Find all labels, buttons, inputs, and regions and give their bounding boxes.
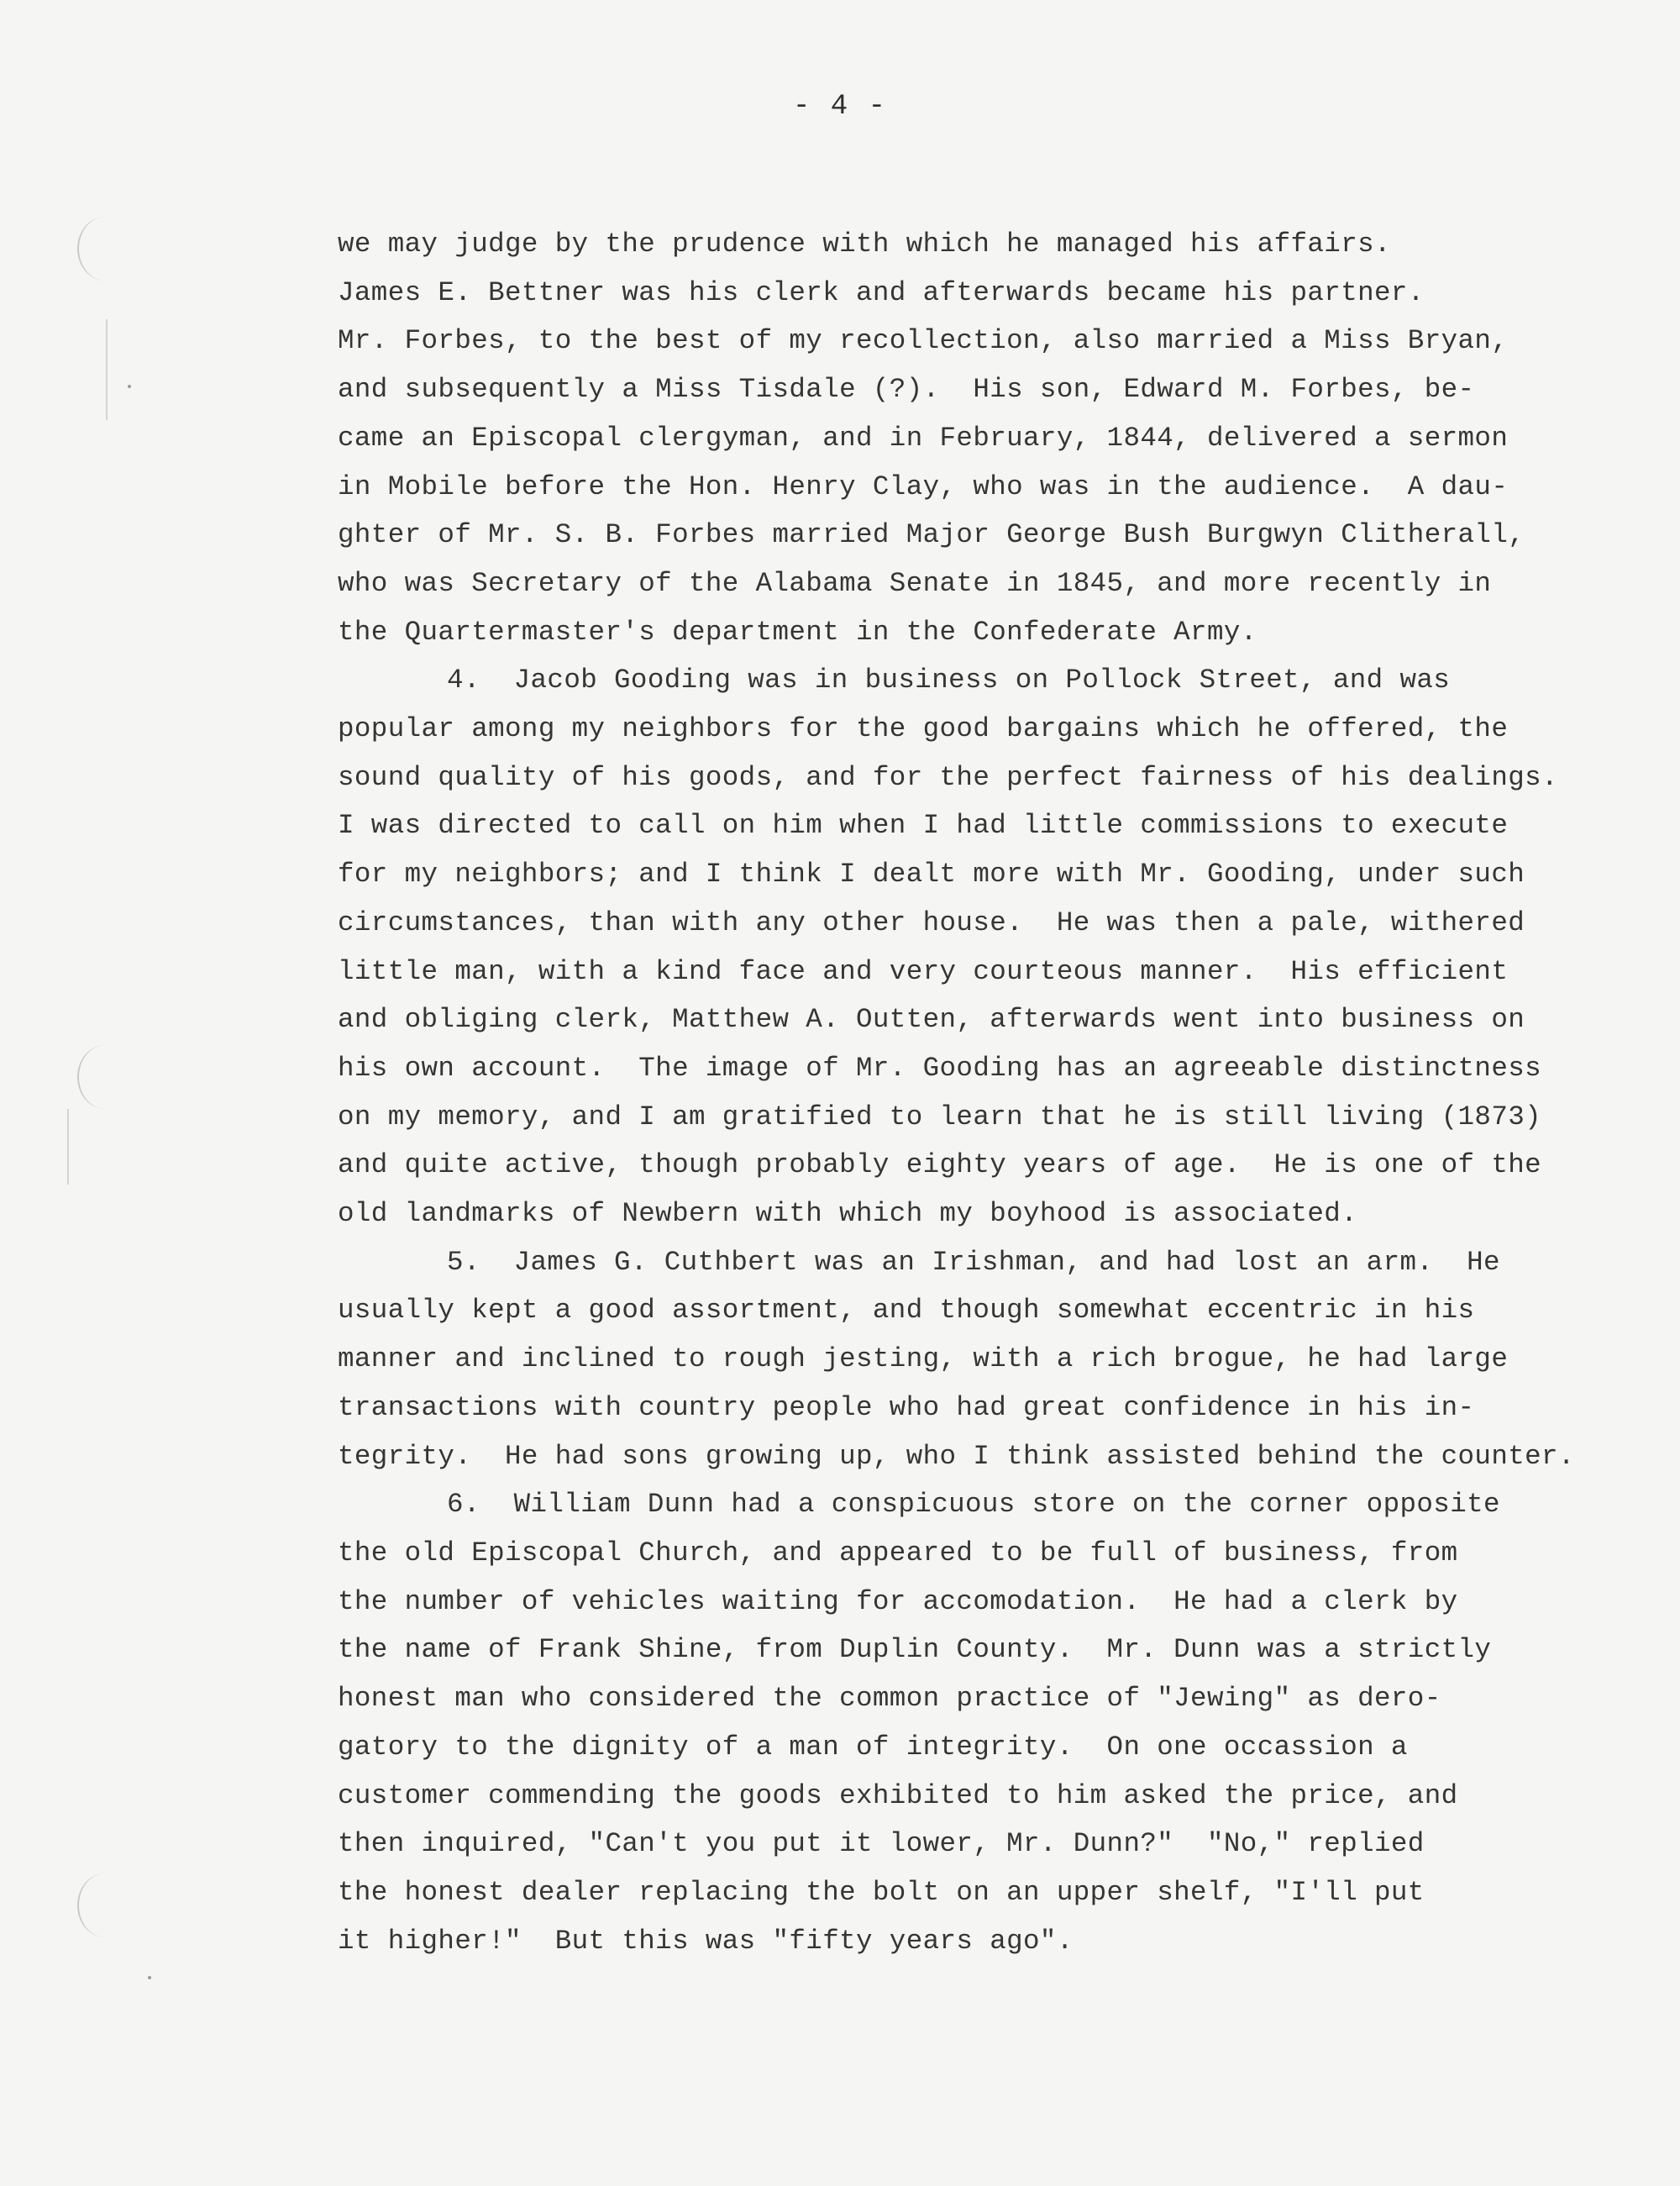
punch-hole-top: [77, 217, 133, 281]
text-line: it higher!" But this was "fifty years ago".: [338, 1925, 1074, 1957]
text-line: tegrity. He had sons growing up, who I think assisted behind the counter.: [338, 1440, 1575, 1472]
text-line: gatory to the dignity of a man of integrity. On one occassion a: [338, 1731, 1408, 1763]
text-line: I was directed to call on him when I had little commissions to execute: [338, 810, 1509, 842]
text-line: the name of Frank Shine, from Duplin County. Mr. Dunn was a strictly: [338, 1634, 1492, 1666]
text-line: transactions with country people who had great confidence in his in-: [338, 1391, 1475, 1423]
text-line: James E. Bettner was his clerk and afterwards became his partner.: [338, 276, 1425, 308]
text-line: the number of vehicles waiting for accomodation. He had a clerk by: [338, 1585, 1458, 1617]
text-line: and quite active, though probably eighty years of age. He is one of the: [338, 1149, 1542, 1181]
text-line: and subsequently a Miss Tisdale (?). His son, Edward M. Forbes, be-: [338, 374, 1475, 406]
punch-hole-middle: [77, 1045, 133, 1109]
text-line: sound quality of his goods, and for the perfect fairness of his dealings.: [338, 761, 1558, 793]
text-line: in Mobile before the Hon. Henry Clay, who was in the audience. A dau-: [338, 470, 1509, 502]
text-line: and obliging clerk, Matthew A. Outten, afterwards went into business on: [338, 1004, 1525, 1036]
page-number: - 4 -: [792, 91, 888, 123]
punch-hole-bottom: [77, 1873, 133, 1937]
text-line: on my memory, and I am gratified to learn that he is still living (1873): [338, 1101, 1542, 1132]
text-line: the honest dealer replacing the bolt on an upper shelf, "I'll put: [338, 1876, 1425, 1908]
text-line: his own account. The image of Mr. Gooding has an agreeable distinctness: [338, 1052, 1542, 1084]
text-line: who was Secretary of the Alabama Senate in 1845, and more recently in: [338, 567, 1492, 599]
text-line: came an Episcopal clergyman, and in February, 1844, delivered a sermon: [338, 422, 1509, 454]
text-line: 6. William Dunn had a conspicuous store on the corner opposite: [447, 1489, 1500, 1521]
text-line: we may judge by the prudence with which he managed his affairs.: [338, 229, 1391, 260]
text-line: ghter of Mr. S. B. Forbes married Major George Bush Burgwyn Clitherall,: [338, 519, 1525, 551]
text-line: customer commending the goods exhibited to him asked the price, and: [338, 1779, 1458, 1811]
text-line: the old Episcopal Church, and appeared to be full of business, from: [338, 1537, 1458, 1569]
scan-speck: [128, 385, 131, 388]
text-line: Mr. Forbes, to the best of my recollection, also married a Miss Bryan,: [338, 325, 1509, 357]
scan-speck: [148, 1976, 151, 1979]
scan-mark: [67, 1109, 69, 1185]
scan-mark: [106, 319, 108, 420]
text-line: 4. Jacob Gooding was in business on Pollock Street, and was: [447, 665, 1451, 696]
text-line: usually kept a good assortment, and though somewhat eccentric in his: [338, 1295, 1475, 1327]
document-body-text: [338, 220, 1575, 1965]
text-line: little man, with a kind face and very courteous manner. His efficient: [338, 955, 1509, 987]
text-line: manner and inclined to rough jesting, with a rich brogue, he had large: [338, 1343, 1509, 1375]
text-line: 5. James G. Cuthbert was an Irishman, and had lost an arm. He: [447, 1246, 1500, 1278]
text-line: honest man who considered the common practice of "Jewing" as dero-: [338, 1683, 1441, 1715]
text-line: circumstances, than with any other house. He was then a pale, withered: [338, 906, 1525, 938]
text-line: the Quartermaster's department in the Confederate Army.: [338, 616, 1257, 648]
text-line: popular among my neighbors for the good bargains which he offered, the: [338, 713, 1509, 745]
text-line: then inquired, "Can't you put it lower, Mr. Dunn?" "No," replied: [338, 1828, 1425, 1860]
text-line: for my neighbors; and I think I dealt more with Mr. Gooding, under such: [338, 859, 1525, 891]
text-line: old landmarks of Newbern with which my boyhood is associated.: [338, 1198, 1358, 1230]
